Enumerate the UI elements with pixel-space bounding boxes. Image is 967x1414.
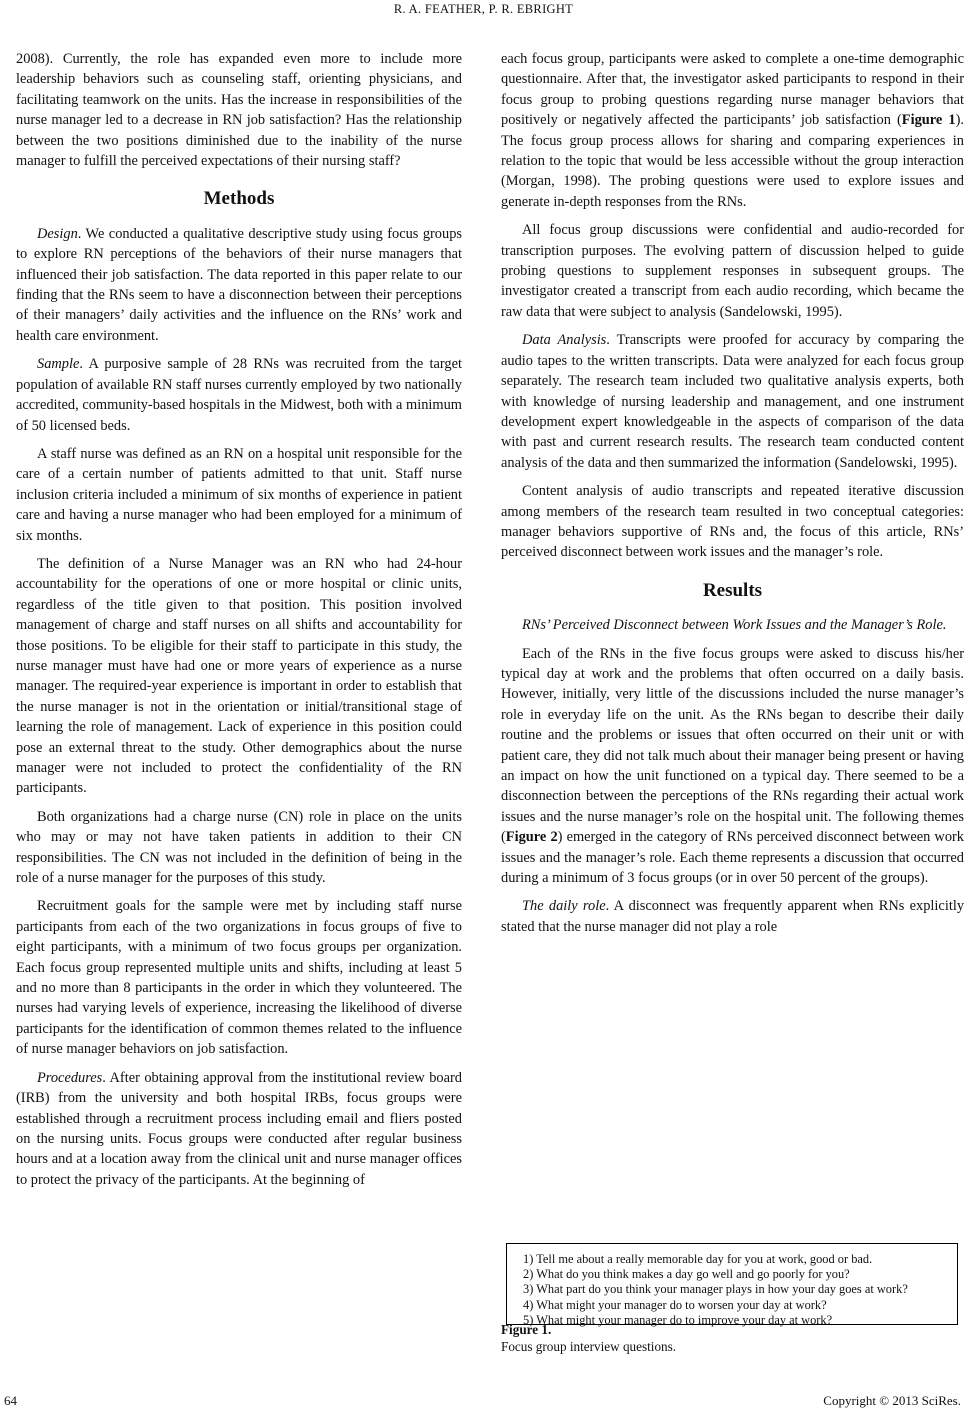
procedures-label: Procedures bbox=[37, 1069, 103, 1086]
sample-paragraph bbox=[16, 354, 462, 436]
results-text-a: Each of the RNs in the five focus groups were asked to discuss his/her typical day at work and the problems that often occurred on a daily basis. However, initially, very little of the discussions included the nurse manager’s role in everyday life on the unit. As the RNs began to describe their daily routine and the problems or issues that often occurred on their unit or with patient care, they did not talk much about their manager being present or having an impact on how the unit functioned on a typical day. There seemed to be a disconnection between the perceptions of the RNs regarding their actual work issues and the nurse manager’s role on the hospital unit. The following themes ( bbox=[501, 645, 964, 846]
question-item: 2) What do you think makes a day go well and go poorly for you? bbox=[523, 1267, 850, 1282]
focus-group-text-b: ). The focus group process allows for sharing and comparing experiences in relation to the topic that would be less accessible without the group interaction (Morgan, 1998). The probing questions were used to explore issues and generate in-depth responses from the RNs. bbox=[501, 112, 964, 210]
data-analysis-paragraph bbox=[501, 330, 964, 473]
subhead-part-c: . bbox=[942, 617, 947, 634]
results-heading: Results bbox=[702, 579, 763, 601]
staff-nurse-paragraph: A staff nurse was defined as an RN on a hospital unit responsible for the care of a certain number of patients admitted to that unit. Staff nurse inclusion criteria included a minimum of six months of experience in patient care and having a nurse manager who had been employed for a minimum of six months. bbox=[16, 445, 462, 544]
daily-role-text: . A disconnect was frequently apparent when RNs explicitly stated that the nurse manager did not play a role bbox=[501, 898, 965, 935]
page-number: 64 bbox=[4, 1393, 17, 1408]
data-analysis-text: . Transcripts were proofed for accuracy by comparing the audio tapes to the written transcripts. Data were analyzed for each focus group separately. The research team included two qualitative analysis experts, both with knowledge of nursing leadership and management, and one instrument development expert knowledgeable in the aspects of comparison of the data with past and current research results. The research team conducted content analysis of the data and then summarized the information (Sandelowski, 1995). bbox=[501, 332, 964, 471]
design-text: . We conducted a qualitative descriptive study using focus groups to explore RN perceptions of the behaviors of their nurse managers that influenced their job satisfaction. The data reported in this paper relate to our finding that the RNs seem to have a disconnection between their perceptions of their managers’ daily activities and the influence on the RNs’ work and health care environment. bbox=[16, 225, 462, 344]
interview-questions-list bbox=[507, 1252, 957, 1328]
daily-role-label: The daily role bbox=[522, 898, 606, 915]
daily-role-paragraph bbox=[501, 896, 964, 937]
copyright: Copyright © 2013 SciRes. bbox=[823, 1393, 961, 1408]
question-item: 3) What part do you think your manager plays in how your day goes at work? bbox=[523, 1282, 908, 1297]
figure-1-caption-text: Focus group interview questions. bbox=[501, 1339, 677, 1354]
focus-group-text-a: each focus group, participants were asked to complete a one-time demographic questionnaire. After that, the investigator asked participants to respond in their focus group to probing questions regarding nurse manager behaviors that positively or negatively affected the participants’ job satisfaction ( bbox=[501, 51, 964, 129]
confidential-paragraph: All focus group discussions were confidential and audio-recorded for transcription purposes. The evolving pattern of discussion helped to guide probing questions to supplement responses in subsequent groups. The investigator created a transcript from each audio recording, which became the raw data that were subject to analysis (Sandelowski, 1995). bbox=[501, 222, 964, 320]
right-column bbox=[501, 49, 964, 945]
results-text-b: ) emerged in the category of RNs perceived disconnect between work issues and the manager’s role. Each theme represents a discussion that occurred during a minimum of 3 focus groups (or in over 50 percent of the groups). bbox=[501, 829, 965, 887]
data-analysis-label: Data Analysis bbox=[522, 332, 607, 349]
design-paragraph bbox=[16, 224, 462, 346]
results-paragraph bbox=[501, 644, 964, 889]
sample-text: . A purposive sample of 28 RNs was recruited from the target population of available RN staff nurses currently employed by two nationally accredited, community-based hospitals in the Midwest, both with a minimum of 50 licensed beds. bbox=[16, 356, 462, 434]
results-subheading bbox=[501, 615, 964, 635]
focus-group-paragraph bbox=[501, 49, 964, 212]
question-item: 1) Tell me about a really memorable day for you at work, good or bad. bbox=[523, 1252, 873, 1266]
left-column bbox=[16, 49, 462, 1198]
running-head: R. A. FEATHER, P. R. EBRIGHT bbox=[393, 2, 574, 16]
figure-1-ref[interactable]: Figure 1 bbox=[901, 112, 956, 129]
figure-1-caption bbox=[501, 1321, 676, 1355]
figure-1-box bbox=[506, 1243, 958, 1325]
recruitment-paragraph: Recruitment goals for the sample were met by including staff nurse participants from each of the two organizations in focus groups of five to eight participants, with a minimum of two focus groups per organization. Each focus group represented multiple units and shifts, including at least 5 and no more than 8 participants in the order in which they volunteered. The nurses had varying levels of experience, increasing the likelihood of diverse participants for the identification of common themes related to the influence of nurse manager behaviors on job satisfaction. bbox=[16, 898, 462, 1058]
figure-2-ref[interactable]: Figure 2 bbox=[505, 829, 558, 846]
charge-nurse-paragraph: Both organizations had a charge nurse (CN) role in place on the units who may or may not have taken patients in addition to their CN responsibilities. The CN was not included in the definition of being in the role of a nurse manager for the purposes of this study. bbox=[16, 808, 462, 887]
procedures-paragraph bbox=[16, 1068, 462, 1190]
subhead-part-a: RNs bbox=[522, 617, 546, 634]
subhead-part-b: ’ Perceived Disconnect between Work Issues and the Manager’s Role bbox=[546, 617, 943, 634]
sample-label: Sample bbox=[37, 356, 80, 373]
methods-heading: Methods bbox=[203, 188, 275, 210]
question-item: 5) What might your manager do to improve your day at work? bbox=[523, 1312, 833, 1327]
intro-paragraph: 2008). Currently, the role has expanded even more to include more leadership behaviors such as counseling staff, orienting physicians, and facilitating teamwork on the units. Has the increase in responsibilities of the nurse manager led to a decrease in RN job satisfaction? Has the relationship between the two positions diminished due to the inability of the nurse manager to fulfill the perceived expectations of their nursing staff? bbox=[16, 51, 462, 170]
procedures-text: . After obtaining approval from the institutional review board (IRB) from the university and both hospital IRBs, focus groups were established through a recruitment process including email and fliers posted on the nursing units. Focus groups were conducted after regular business hours and at a location away from the clinical unit and nurse manager offices to protect the privacy of the participants. At the beginning of bbox=[16, 1069, 462, 1188]
content-analysis-paragraph: Content analysis of audio transcripts and repeated iterative discussion among members of the research team resulted in two conceptual categories: manager behaviors supportive of RNs and, the focus of this article, RNs’ perceived disconnect between work issues and the manager’s role. bbox=[501, 483, 964, 561]
design-label: Design bbox=[37, 225, 78, 242]
figure-1-label: Figure 1. bbox=[501, 1322, 552, 1337]
definition-paragraph: The definition of a Nurse Manager was an RN who had 24-hour accountability for the operations of one or more hospital or clinic units, regardless of the title given to that position. This position involved management of charge and staff nurses on all shifts and accountability for those positions. To be eligible for their staff to participate in this study, the nurse manager must have had one or more years of experience as a nurse manager. The required-year experience is important in order to establish that the nurse manager is not in the orientation or initial/transitional stage of learning the role of management. Lack of experience in this position could pose an external threat to the study. Other demographics about the nurse manager were not included to protect the confidentiality of the RN participants. bbox=[16, 555, 462, 797]
question-item: 4) What might your manager do to worsen your day at work? bbox=[523, 1297, 827, 1312]
